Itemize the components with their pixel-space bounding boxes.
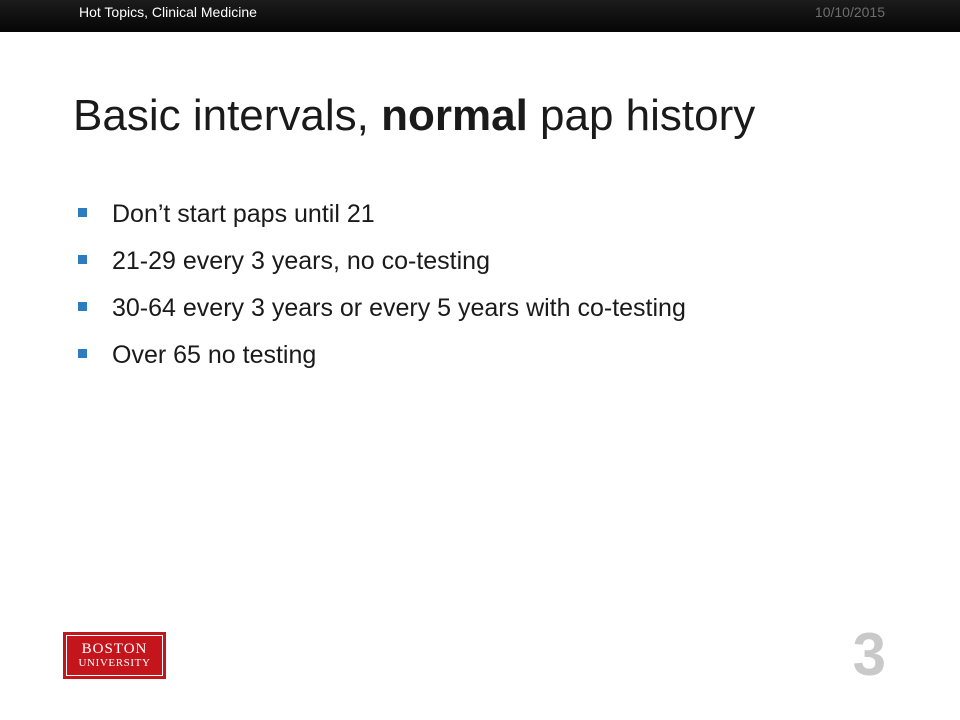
- presentation-title: Hot Topics, Clinical Medicine: [79, 4, 257, 20]
- boston-university-logo: [63, 632, 166, 679]
- bullet-text: 30-64 every 3 years or every 5 years with co-testing: [112, 294, 686, 322]
- title-text-after: pap history: [527, 91, 756, 140]
- title-emphasis: normal: [381, 91, 528, 140]
- slide-date: 10/10/2015: [814, 4, 885, 20]
- logo-line-university: UNIVERSITY: [78, 657, 151, 669]
- square-bullet-icon: [78, 255, 87, 264]
- square-bullet-icon: [78, 349, 87, 358]
- square-bullet-icon: [78, 302, 87, 311]
- bullet-text: Don’t start paps until 21: [112, 200, 375, 228]
- title-text-before: Basic intervals,: [73, 91, 382, 140]
- bullet-text: 21-29 every 3 years, no co-testing: [112, 247, 490, 275]
- slide-number: 3: [852, 621, 886, 688]
- square-bullet-icon: [78, 208, 87, 217]
- logo-frame: [66, 635, 163, 676]
- slide-title: [73, 88, 755, 144]
- header-bar: [0, 0, 960, 32]
- logo-line-boston: BOSTON: [81, 641, 148, 657]
- bullet-text: Over 65 no testing: [112, 341, 317, 369]
